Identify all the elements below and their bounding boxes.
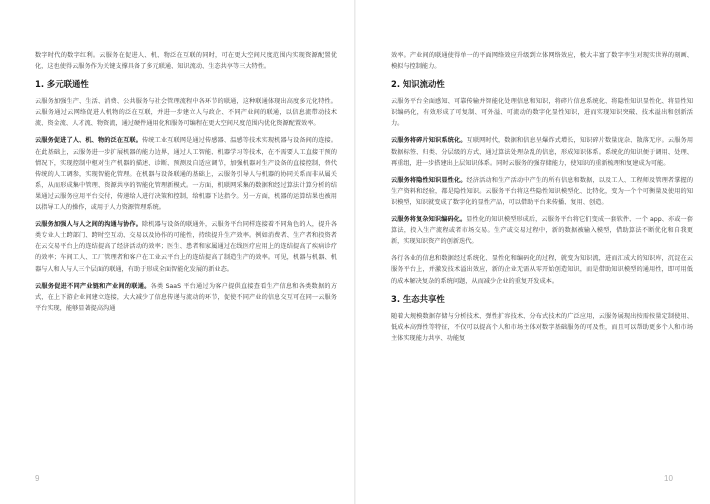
- lead-phrase: 云服务将碎片知识系统化。: [391, 137, 467, 145]
- paragraph: 随着大规模数据存储与分析技术、弹性扩容技术、分布式技术的广泛应用，云服务展现出按需按量定制使用、低成本高弹性等特征，不仅可以提高个人和市场主体对数字基础服务的可及性，而且可以帮助更多个人和市场主体实现能力共享、功能复: [391, 312, 693, 342]
- paragraph: 云服务加强生产、生活、消费、公共服务与社会管理流程中各环节的联通，这种联通体现出高度多元化特性。云服务通过云网络促进人机物的泛在互联，并进一步建立人与政企、不同产业间的联通，以信息流带动技术流、资金流、人才流、物资流，通过硬件通用化和服务可编程在更大空间尺度范围内优化资源配置效率。: [35, 98, 337, 128]
- paragraph: 云服务平台全面感知、可靠传输并智能化处理信息和知识，将碎片信息系统化、将隐性知识显性化、将显性知识编码化，有效形成了可复制、可外溢、可流动的数字化显性知识，进而实现知识突破、技术溢出和创新活力。: [391, 98, 693, 128]
- section-heading-ecosystem-sharing: 3. 生态共享性: [391, 293, 445, 304]
- lead-phrase: 云服务促进了人、机、物的泛在互联。: [35, 137, 142, 145]
- left-page: [35, 50, 337, 320]
- paragraph: 效率。产业间的联通使得单一的平面网络效应升级到立体网络效应，极大丰富了数字孪生对现实世界的刻画、模拟与控制能力。: [391, 52, 693, 71]
- paragraph: [35, 135, 337, 213]
- lead-phrase: 云服务将隐性知识显性化。: [391, 176, 467, 184]
- paragraph: [35, 219, 337, 274]
- paragraph-text: 传统工业互联网是通过传感器、温感等技术实现机器与设备间的连接。在此基础上，云服务进一步扩展机器的能力边界，通过人工智能、机器学习等技术，在不需要人工直接干预的情况下，实现控制中枢对生产机器的描述、诊断、预测及自适应调节，加强机器对生产设备的直接控制，替代传统的人工调参，实现智能化管理。在机器与设备联通的基础上，云服务引导人与机器的协同关系而非从属关系，从而形成集中管理、资源共享的智能化管理新模式。一方面，机联网采集的数据和经过算法计算分析的结果通过云服务应用平台交付，传递给人进行决策和控制，给机器下达指令。另一方面，机器的运算结果也被用以指导工人的操作，或用于人力资源管理系统。: [35, 137, 338, 212]
- page-number-left: 9: [35, 474, 40, 483]
- lead-phrase: 云服务将复杂知识编码化。: [391, 216, 467, 224]
- lead-phrase: 云服务促进不同产业链和产业间的联通。: [35, 282, 151, 290]
- paragraph: [391, 135, 693, 168]
- paragraph-text: 除机器与设备的联通外，云服务平台同样连接着不同角色的人，提升各类专业人士跨部门、跨时空互动、交易以及协作的可能性，持续提升生产效率。例如消费者、生产者和投资者在云交易平台上的连结提高了经济活动的效率；医生、患者和家属通过在线医疗应用上的连结提高了疾病诊疗的效率；车间工人、工厂管理者和客户在工业云平台上的连结提高了制造生产的效率。可见，机器与机器、机器与人和人与人三个层面的联通，有助于形成全面智能化发展的新业态。: [35, 221, 338, 273]
- section-heading-knowledge-flow: 2. 知识流动性: [391, 79, 445, 90]
- section-heading-multi-connectivity: 1. 多元联通性: [35, 79, 89, 90]
- lead-phrase: 云服务加强人与人之间的沟通与协作。: [35, 221, 142, 229]
- paragraph: [391, 214, 693, 247]
- paragraph-text: 显性化的知识模型形成后，云服务平台将它们变成一套软件、一个 app、亦或一套算法，投入生产流程或者市场交易。生产或交易过程中，新的数据被输入模型，借助算法不断优化和自我更新，实现知识资产的创新迭代。: [391, 216, 693, 246]
- paragraph-text: 各类 SaaS 平台通过为客户提供直接查看生产信息和各类数据的方式，在上下游企业间建立连接，大大减少了信息传递与流动的环节，促使不同产业的信息交互可在同一云服务平台实现，能够显著提高沟通: [35, 282, 338, 312]
- page-gutter: [354, 0, 356, 504]
- intro-paragraph: 数字时代的数字红利。云服务在促进人、机、物泛在互联的同时，可在更大空间尺度范围内实现资源配置优化，这也使得云服务作为关键支撑具备了多元联通、知识流动、生态共享等三大特性。: [35, 52, 337, 71]
- paragraph-text: 互联网时代，数据和信息呈爆炸式增长，知识碎片数量庞杂、散落无序。云服务用数据标签、归类、分层级的方式，通过算法处理杂乱的信息，形成知识体系。系统化的知识便于调用、处理、再重组，进一步搭建出上层知识体系。同时云服务的强存储能力，使知识的重新梳理和复建成为可能。: [391, 137, 694, 167]
- paragraph-text: 经济活动和生产活动中产生的所有信息和数据，以及工人、工程师及管理者掌握的生产资料和经验，都是隐性知识。云服务平台将这些隐性知识模型化、比特化，变为一个个可衡量及使用的知识模型，知识就变成了数字化的显性产品，可以借助平台来传播、复用、创造。: [391, 176, 694, 206]
- paragraph: [391, 175, 693, 208]
- paragraph: 各行各业的信息和数据经过系统化、显性化和编码化的过程，就变为知识流，进而汇成大的知识库，沉淀在云服务平台上，并激发技术溢出效应，新的企业无需从零开始创造知识，而是借助知识模型的通用性，即可用低的成本解决复杂的系统问题，从而减少企业的重复开发成本。: [391, 255, 693, 285]
- paragraph: [35, 281, 337, 314]
- right-page: [391, 50, 693, 350]
- page-number-right: 10: [664, 474, 673, 483]
